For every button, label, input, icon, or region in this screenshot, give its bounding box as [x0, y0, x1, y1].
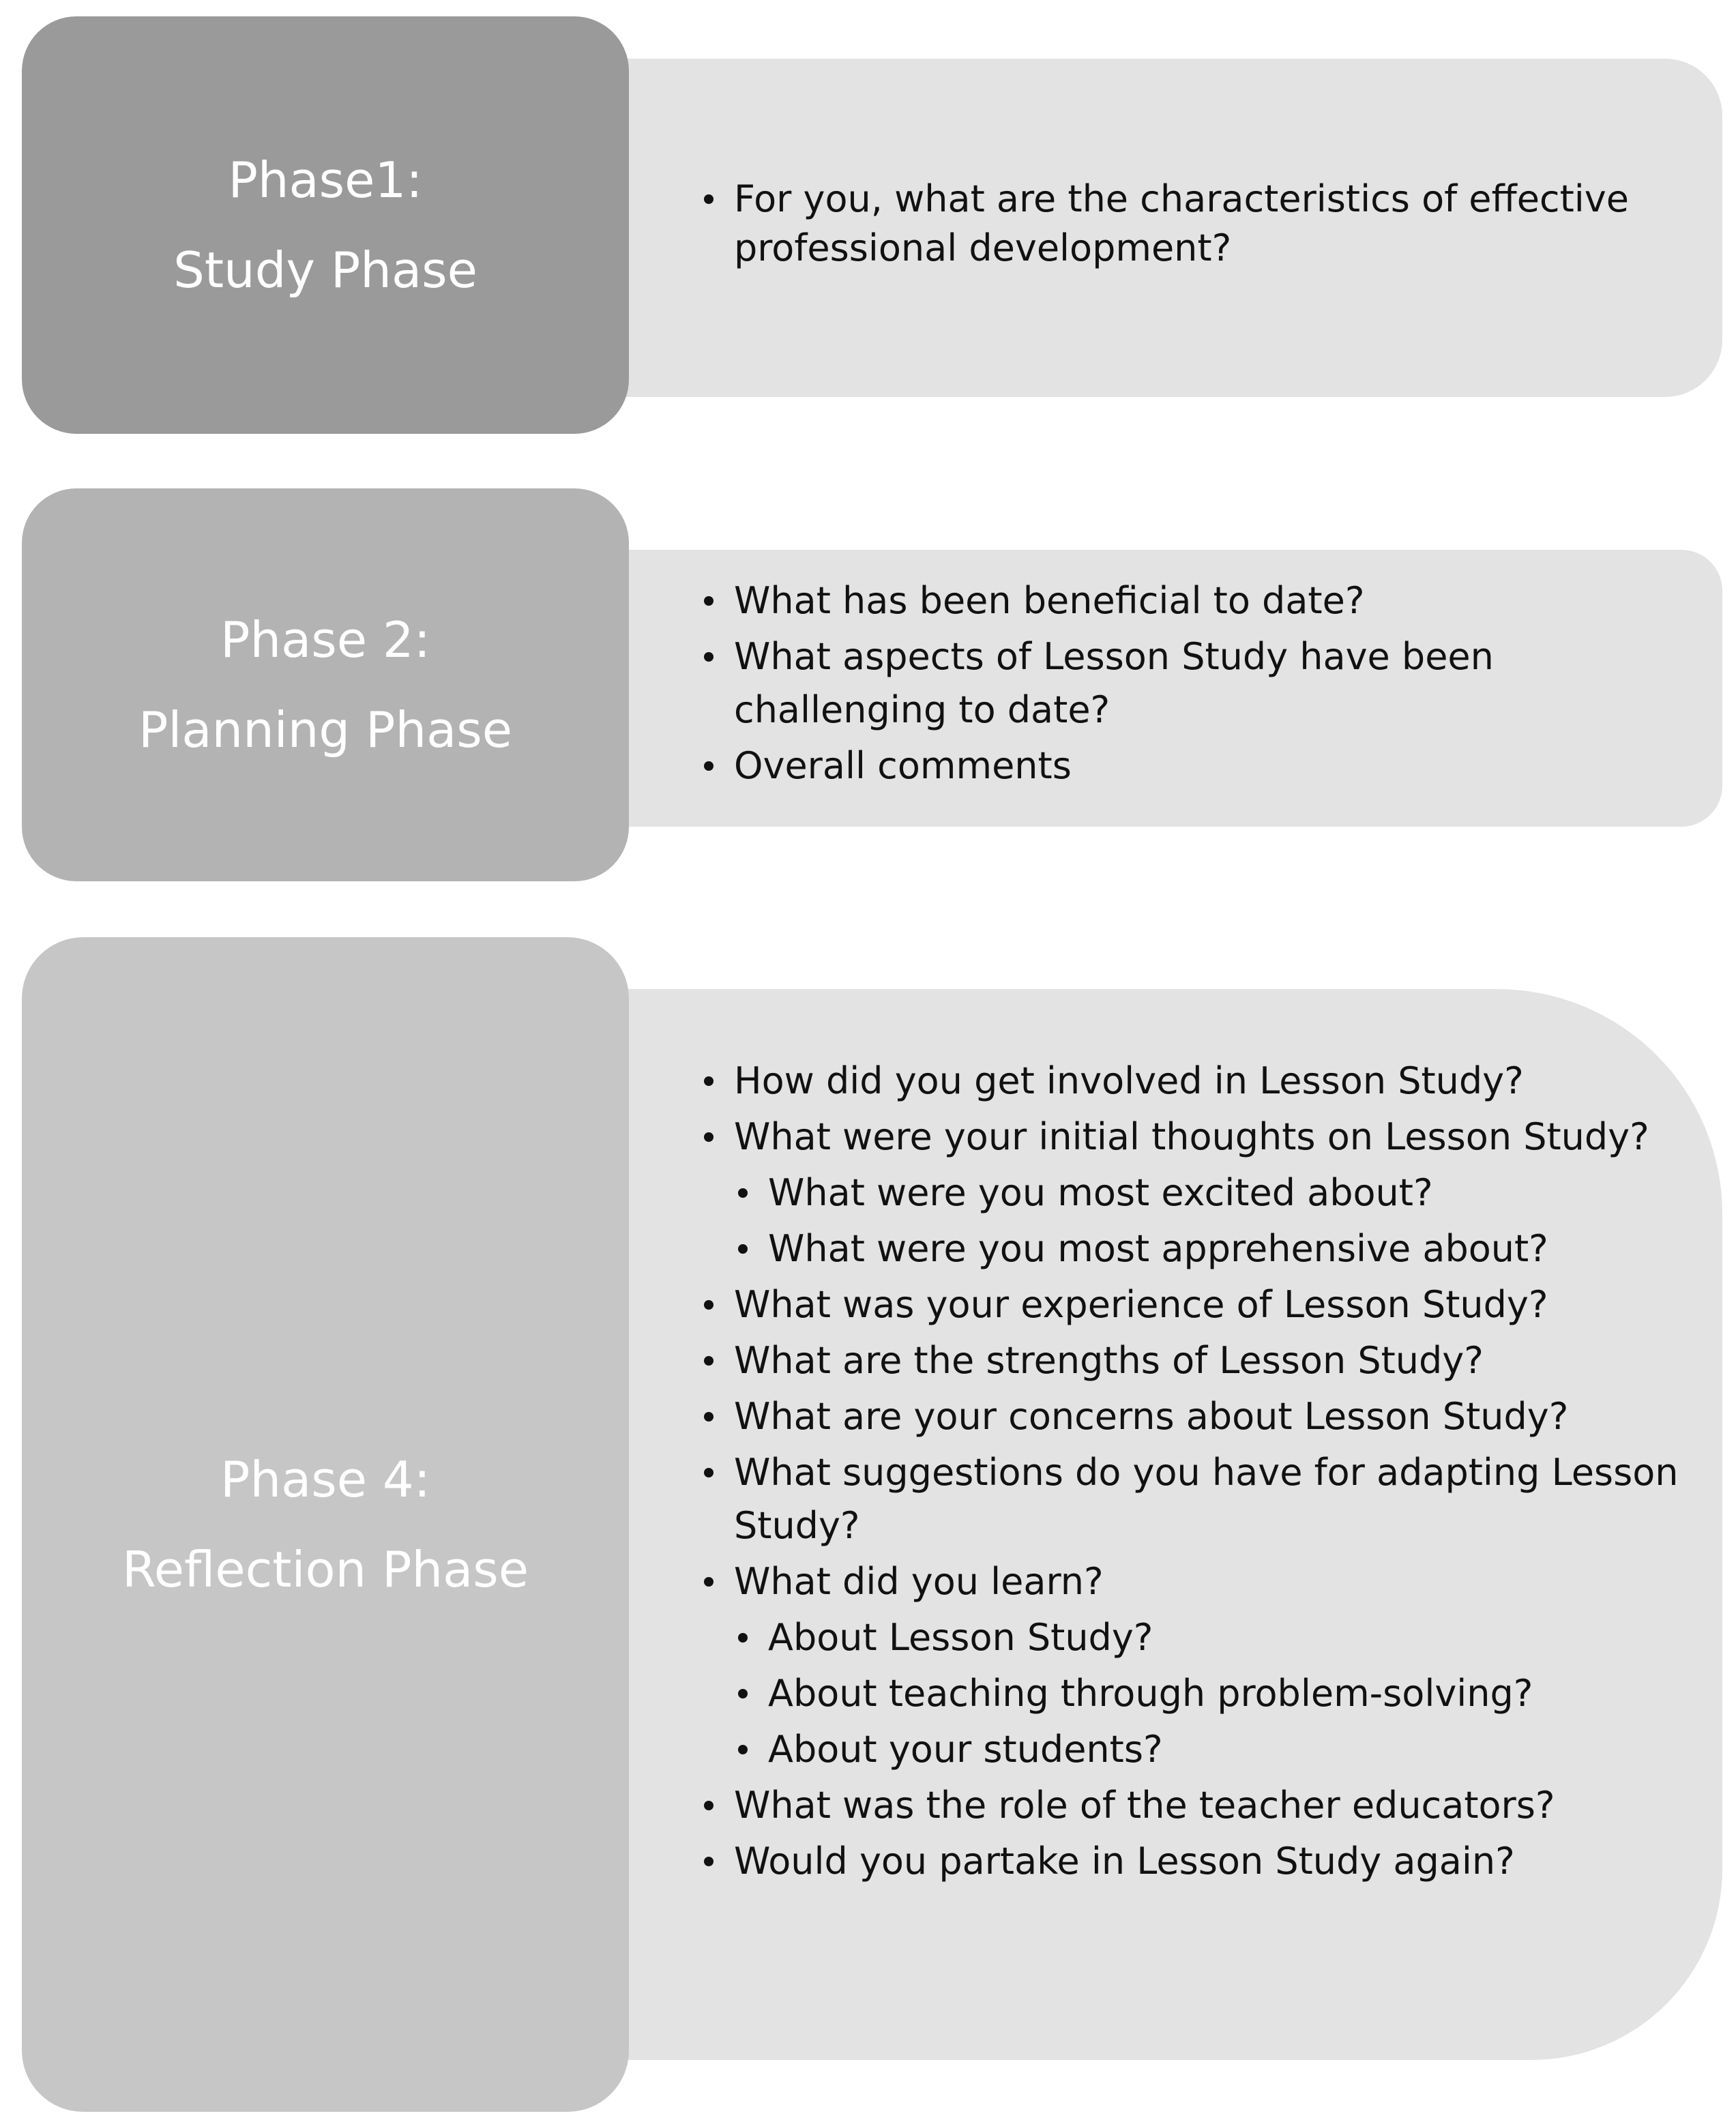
phase-2-number: Phase 2:: [220, 611, 430, 668]
phase-4-label: [22, 937, 629, 2112]
question-item: What were your initial thoughts on Lesson Study?: [703, 1110, 1685, 1164]
phase-4-number: Phase 4:: [220, 1451, 430, 1508]
phase-2-label: [22, 488, 629, 881]
phase-1-question-list: [703, 175, 1685, 273]
phase-1-number: Phase1:: [228, 151, 423, 209]
question-item: What aspects of Lesson Study have been challenging to date?: [703, 630, 1685, 737]
phase-4-name: Reflection Phase: [121, 1541, 529, 1598]
phase-4-question-list: [703, 1055, 1685, 1891]
phase-2-question-list: [703, 574, 1685, 795]
phase-1-name: Study Phase: [173, 241, 477, 299]
question-item: Would you partake in Lesson Study again?: [703, 1835, 1685, 1888]
question-item: What are the strengths of Lesson Study?: [703, 1334, 1685, 1387]
question-item: What suggestions do you have for adapting Lesson Study?: [703, 1446, 1685, 1552]
phase-2-name: Planning Phase: [138, 701, 512, 759]
sub-question-item: What were you most excited about?: [737, 1166, 1685, 1220]
question-item: How did you get involved in Lesson Study?: [703, 1055, 1685, 1108]
question-item: What was your experience of Lesson Study?: [703, 1278, 1685, 1331]
sub-question-item: What were you most apprehensive about?: [737, 1222, 1685, 1276]
question-item: For you, what are the characteristics of effective professional development?: [703, 175, 1685, 273]
question-item: What are your concerns about Lesson Study?: [703, 1390, 1685, 1443]
sub-question-item: About your students?: [737, 1723, 1685, 1776]
sub-question-item: About Lesson Study?: [737, 1611, 1685, 1664]
phase-1-label: [22, 16, 629, 434]
question-item: What was the role of the teacher educators?: [703, 1779, 1685, 1832]
question-item: What did you learn?: [703, 1555, 1685, 1608]
sub-question-item: About teaching through problem-solving?: [737, 1667, 1685, 1720]
question-item: What has been beneficial to date?: [703, 574, 1685, 628]
question-item: Overall comments: [703, 739, 1685, 793]
